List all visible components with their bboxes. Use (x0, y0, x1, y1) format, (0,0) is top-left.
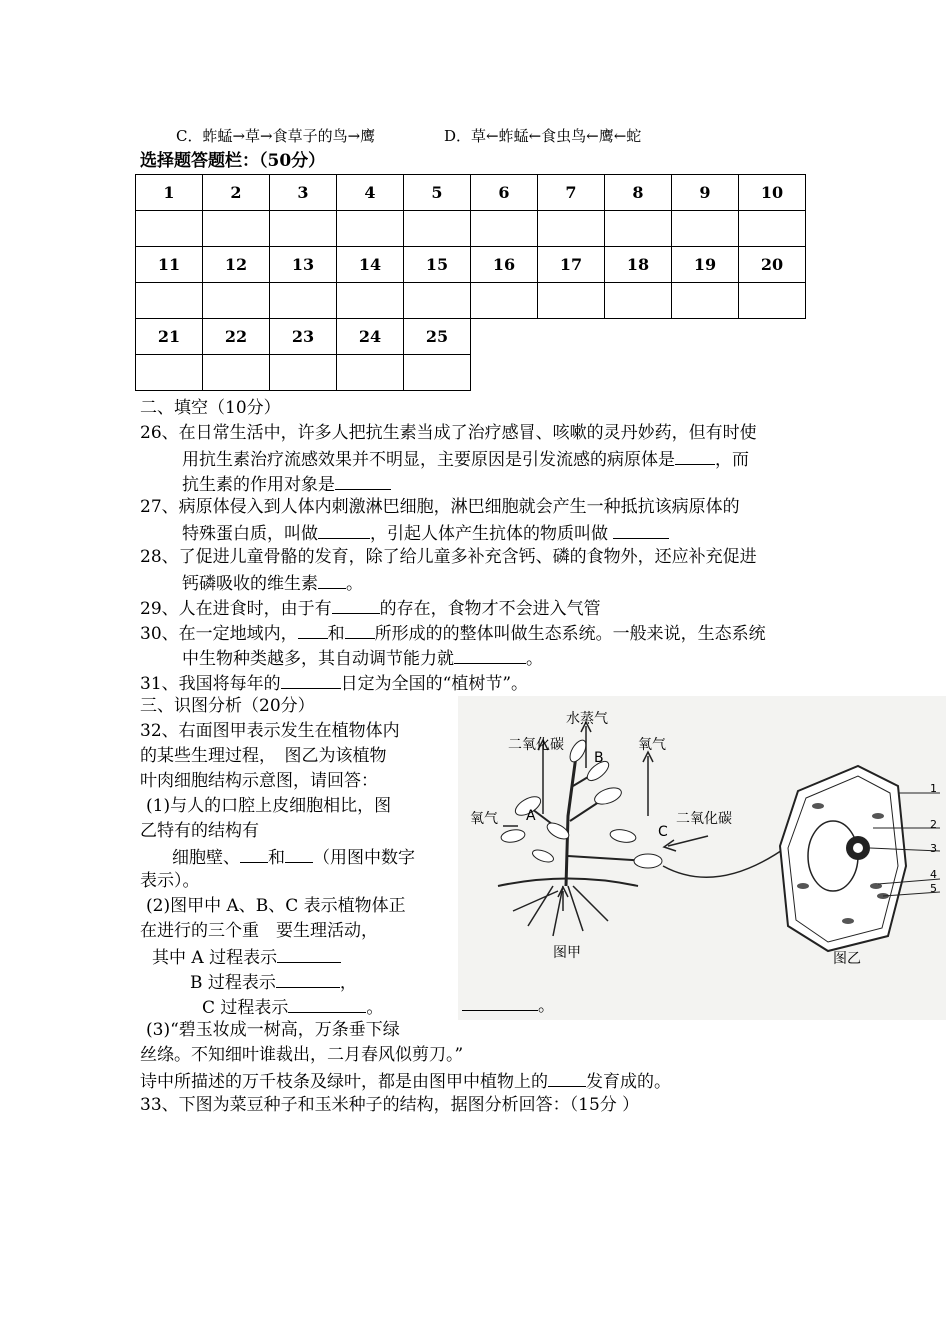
question-number: 24 (337, 319, 404, 355)
q32-blank-c[interactable] (288, 994, 366, 1013)
q32-line3: 叶肉细胞结构示意图，请回答： (140, 771, 378, 791)
q31: 31、我国将每年的 日定为全国的“植树节”。 (140, 670, 528, 696)
answer-cell[interactable] (136, 355, 203, 391)
q32-blank-e[interactable] (548, 1068, 586, 1087)
q27-line1: 27、病原体侵入到人体内刺激淋巴细胞，淋巴细胞就会产生一种抵抗该病原体的 (140, 497, 740, 517)
answer-table (135, 174, 806, 391)
answer-cell[interactable] (404, 355, 471, 391)
answer-cell[interactable] (471, 283, 538, 319)
q32-line8: (2)图甲中 A、B、C 表示植物体正 (146, 896, 406, 916)
q32-blank1[interactable] (240, 844, 268, 863)
cell-label-4: 4 (930, 868, 937, 881)
question-number: 16 (471, 247, 538, 283)
q30-blank3[interactable] (454, 645, 526, 664)
q32-line10: 其中 A 过程表示 (152, 944, 341, 970)
section2-title: 二、填空（10分） (140, 398, 281, 418)
oxygen-left-label: 氧气 (470, 811, 498, 827)
oxygen-top-label: 氧气 (638, 737, 666, 753)
answer-cell[interactable] (739, 211, 806, 247)
table-row (136, 319, 806, 355)
question-number: 22 (203, 319, 270, 355)
cell-label-3: 3 (930, 842, 937, 855)
answer-cell[interactable] (605, 283, 672, 319)
question-number: 3 (270, 175, 337, 211)
water-vapor-label: 水蒸气 (566, 711, 608, 727)
question-number: 15 (404, 247, 471, 283)
answer-cell[interactable] (605, 211, 672, 247)
q32-blank-a[interactable] (277, 944, 341, 963)
q32-blank-b[interactable] (276, 969, 340, 988)
figure-trailing-blank: 。 (462, 992, 555, 1018)
q26-blank2[interactable] (335, 471, 391, 490)
question-number: 9 (672, 175, 739, 211)
answer-cell[interactable] (337, 211, 404, 247)
question-number: 19 (672, 247, 739, 283)
question-number: 14 (337, 247, 404, 283)
answer-cell[interactable] (203, 283, 270, 319)
answer-cell[interactable] (739, 283, 806, 319)
q32-line9: 在进行的三个重 要生理活动， (140, 921, 378, 941)
q26-line1: 26、在日常生活中，许多人把抗生素当成了治疗感冒、咳嗽的灵丹妙药，但有时使 (140, 423, 757, 443)
co2-top-label: 二氧化碳 (508, 737, 564, 753)
q30-line1: 30、在一定地域内， 和 所形成的的整体叫做生态系统。一般来说，生态系统 (140, 620, 766, 646)
answer-cell[interactable] (203, 211, 270, 247)
answer-cell[interactable] (672, 211, 739, 247)
q26-line3: 抗生素的作用对象是 (182, 471, 391, 497)
answer-cell[interactable] (136, 283, 203, 319)
answer-section-title: 选择题答题栏：（50分） (140, 151, 326, 171)
answer-cell[interactable] (270, 211, 337, 247)
question-number: 1 (136, 175, 203, 211)
section3-title: 三、识图分析（20分） (140, 696, 315, 716)
q32-line5: 乙特有的结构有 (140, 821, 259, 841)
cell-label-2: 2 (930, 818, 937, 831)
q32-line6: 细胞壁、 和 （用图中数字 (172, 844, 415, 870)
table-row (136, 211, 806, 247)
question-number: 8 (605, 175, 672, 211)
question-number: 10 (739, 175, 806, 211)
q27-blank1[interactable] (318, 520, 370, 539)
figure-jia-caption: 图甲 (553, 945, 581, 961)
q31-blank[interactable] (281, 670, 341, 689)
answer-cell[interactable] (337, 355, 404, 391)
q32-line1: 32、右面图甲表示发生在植物体内 (140, 721, 400, 741)
answer-cell[interactable] (404, 211, 471, 247)
answer-cell[interactable] (404, 283, 471, 319)
q26-line2: 用抗生素治疗流感效果并不明显，主要原因是引发流感的病原体是 ，而 (182, 446, 749, 472)
answer-cell[interactable] (337, 283, 404, 319)
table-row (136, 355, 806, 391)
answer-cell[interactable] (672, 283, 739, 319)
q32-line12: C 过程表示 。 (202, 994, 383, 1020)
q32-line14: 丝绦。不知细叶谁裁出，二月春风似剪刀。” (140, 1045, 464, 1065)
question-number: 6 (471, 175, 538, 211)
question-number: 12 (203, 247, 270, 283)
q28-blank[interactable] (318, 570, 346, 589)
table-row (136, 283, 806, 319)
question-number: 4 (337, 175, 404, 211)
process-b-label: B (594, 750, 604, 766)
question-number: 11 (136, 247, 203, 283)
answer-cell[interactable] (471, 211, 538, 247)
process-c-label: C (658, 824, 668, 840)
q32-line11: B 过程表示 ， (190, 969, 357, 995)
q32-blank-d[interactable] (462, 992, 538, 1011)
q32-line13: (3)“碧玉妆成一树高，万条垂下绿 (146, 1020, 400, 1040)
q33: 33、下图为菜豆种子和玉米种子的结构，据图分析回答：（15分 ） (140, 1095, 640, 1115)
question-number: 13 (270, 247, 337, 283)
question-number: 23 (270, 319, 337, 355)
q26-blank1[interactable] (675, 446, 715, 465)
answer-cell[interactable] (538, 211, 605, 247)
q30-blank1[interactable] (298, 620, 328, 639)
process-a-label: A (526, 808, 536, 824)
question-number: 2 (203, 175, 270, 211)
q32-line2: 的某些生理过程， 图乙为该植物 (140, 746, 387, 766)
q32-line7: 表示）。 (140, 871, 200, 891)
table-row (136, 247, 806, 283)
cell-label-5: 5 (930, 882, 937, 895)
answer-cell[interactable] (136, 211, 203, 247)
figure-yi-caption: 图乙 (833, 951, 861, 967)
q32-line4: (1)与人的口腔上皮细胞相比，图 (146, 796, 392, 816)
answer-cell[interactable] (203, 355, 270, 391)
answer-cell[interactable] (538, 283, 605, 319)
q32-line15: 诗中所描述的万千枝条及绿叶，都是由图甲中植物上的 发育成的。 (140, 1068, 671, 1094)
q30-blank2[interactable] (345, 620, 375, 639)
answer-cell[interactable] (270, 283, 337, 319)
question-number: 7 (538, 175, 605, 211)
q29-blank[interactable] (332, 595, 380, 614)
question-number: 5 (404, 175, 471, 211)
plant-figure (458, 696, 946, 1020)
answer-cell[interactable] (270, 355, 337, 391)
question-number: 18 (605, 247, 672, 283)
cell-label-1: 1 (930, 782, 937, 795)
option-d: D．草←蚱蜢←食虫鸟←鹰←蛇 (444, 127, 642, 145)
q29: 29、人在进食时，由于有 的存在，食物才不会进入气管 (140, 595, 601, 621)
q27-blank2[interactable] (613, 520, 669, 539)
question-number: 25 (404, 319, 471, 355)
question-number: 21 (136, 319, 203, 355)
q32-blank2[interactable] (285, 844, 313, 863)
question-number: 17 (538, 247, 605, 283)
q28-line2: 钙磷吸收的维生素 。 (182, 570, 363, 596)
co2-right-label: 二氧化碳 (676, 811, 732, 827)
q28-line1: 28、了促进儿童骨骼的发育，除了给儿童多补充含钙、磷的食物外，还应补充促进 (140, 547, 757, 567)
q30-line2: 中生物种类越多，其自动调节能力就 。 (182, 645, 543, 671)
option-c: C．蚱蜢→草→食草子的鸟→鹰 (176, 127, 376, 145)
table-row (136, 175, 806, 211)
q27-line2: 特殊蛋白质，叫做 ，引起人体产生抗体的物质叫做 (182, 520, 669, 546)
question-number: 20 (739, 247, 806, 283)
